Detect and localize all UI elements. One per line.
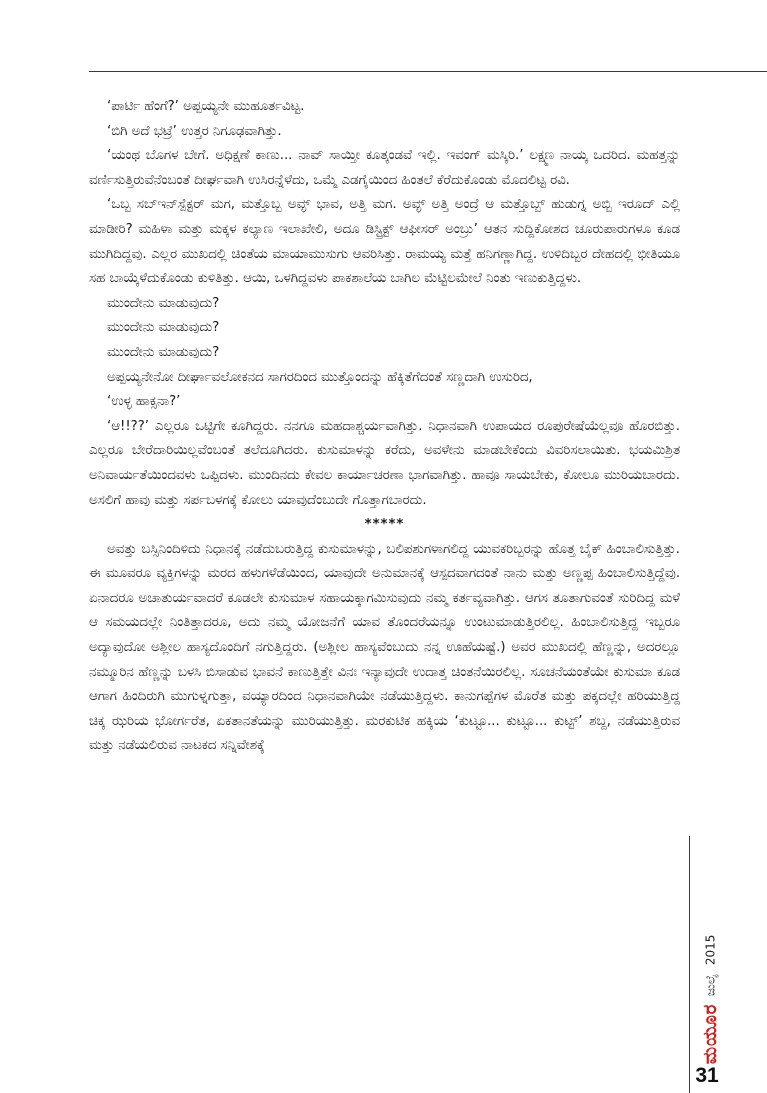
paragraph: ಅವತ್ತು ಬಸ್ಸಿನಿಂದಿಳಿದು ನಿಧಾನಕ್ಕೆ ನಡೆದುಬರುತ್ತಿದ್ದ ಕುಸುಮಾಳನ್ನು, ಬಲಿಪಶುಗಳಾಗಲಿದ್ದ ಯುವಕರಿಬ್ಬರನ್ನು ಹೊತ್ತ ಬೈಕ್ ಹಿಂಬಾಲಿಸುತ್ತಿತ್ತು. ಈ ಮೂವರೂ ವ್ಯಕ್ತಿಗಳನ್ನು ಮರದ ಹಳುಗಳೆಡೆಯಿಂದ, ಯಾವುದೇ ಅನುಮಾನಕ್ಕೆ ಆಸ್ಪದವಾಗದಂತೆ ನಾನು ಮತ್ತು ಅಣ್ಣಪ್ಪ ಹಿಂಬಾಲಿಸುತ್ತಿದ್ದೆವು. ಏನಾದರೂ ಅಚಾತುರ್ಯವಾದರೆ ಕೂಡಲೇ ಕುಸುಮಾಳ ಸಹಾಯಕ್ಕಾಗಮಿಸುವುದು ನಮ್ಮ ಕರ್ತವ್ಯವಾಗಿತ್ತು. ಆಗಸ ತೂತಾಗುವಂತೆ ಸುರಿದಿದ್ದ ಮಳೆ ಆ ಸಮಯದಲ್ಲೇ ನಿಂತಿತ್ತಾದರೂ, ಅದು ನಮ್ಮ ಯೋಜನೆಗೆ ಯಾವ ತೊಂದರೆಯನ್ನೂ ಉಂಟುಮಾಡುತ್ತಿರಲಿಲ್ಲ. ಹಿಂಬಾಲಿಸುತ್ತಿದ್ದ ಇಬ್ಬರೂ ಅದ್ಯಾವುದೋ ಅಶ್ಲೀಲ ಹಾಸ್ಯದೊಂದಿಗೆ ನಗುತ್ತಿದ್ದರು. (ಅಶ್ಲೀಲ ಹಾಸ್ಯವೆಂಬುದು ನನ್ನ ಊಹೆಯಷ್ಟೆ.) ಅವರ ಮುಖದಲ್ಲಿ ಹೆಣ್ಣನ್ನು, ಅದರಲ್ಲೂ ನಮ್ಮೂರಿನ ಹೆಣ್ಣನ್ನು ಬಳಸಿ ಬಿಸಾಡುವ ಭಾವನೆ ಕಾಣುತ್ತಿತ್ತೇ ವಿನಃ ಇನ್ಯಾವುದೇ ಉದಾತ್ತ ಚಿಂತನೆಯಿರಲಿಲ್ಲ. ಸೂಚನೆಯಂತೆಯೇ ಕುಸುಮಾ ಕೂಡ ಆಗಾಗ ಹಿಂದಿರುಗಿ ಮುಗುಳ್ನಗುತ್ತಾ, ವಯ್ಯಾರದಿಂದ ನಿಧಾನವಾಗಿಯೇ ನಡೆಯುತ್ತಿದ್ದಳು. ಕಾನುಗಪ್ಪೆಗಳ ಮೊರೆತ ಮತ್ತು ಪಕ್ಕದಲ್ಲೇ ಹರಿಯುತ್ತಿದ್ದ ಚಿಕ್ಕ ಝರಿಯ ಭೋರ್ಗರೆತ, ಏಕತಾನತೆಯನ್ನು ಮುರಿಯುತ್ತಿತ್ತು. ಮರಕುಟಿಕ ಹಕ್ಕಿಯ ‘ಕುಟ್ಟೂ... ಕುಟ್ಟೂ... ಕುಟ್ಟ್’ ಶಬ್ದ, ನಡೆಯುತ್ತಿರುವ ಮತ್ತು ನಡೆಯಲಿರುವ ನಾಟಕದ ಸನ್ನಿವೇಶಕ್ಕೆ bbox=[89, 541, 680, 754]
section-break: ***** bbox=[364, 517, 405, 533]
paragraph: ಮುಂದೇನು ಮಾಡುವುದು? bbox=[107, 344, 220, 360]
page-number: 31 bbox=[695, 1064, 719, 1087]
paragraph: ಮುಂದೇನು ಮಾಡುವುದು? bbox=[107, 320, 220, 336]
magazine-logo: ಮಯೂರ bbox=[699, 1003, 721, 1064]
paragraph: ‘ಒಬ್ಬ ಸಬ್‌ಇನ್‌ಸ್ಪೆಕ್ಟರ್ ಮಗ, ಮತ್ತೊಬ್ಬ ಅವ್ಳ್ ಭಾವ, ಅತ್ತಿ ಮಗ. ಅವ್ಳ್ ಅತ್ತಿ ಅಂದ್ರೆ ಆ ಮತ್ತೊಬ್ಬ್ ಹುಡುಗ್ನ ಅಬ್ಬಿ ಇರೂದ್ ಎಲ್ಲಿ ಮಾಡೀರಿ? ಮಹಿಳಾ ಮತ್ತು ಮಕ್ಕಳ ಕಲ್ಯಾಣ ಇಲಾಖೇಲಿ, ಅದೂ ಡಿಸ್ಟ್ರಿಕ್ಟ್ ಆಫೀಸರ್ ಅಂಬ್ರು’ ಆತನ ಸುದ್ದಿಕೋಶದ ಚೂರುಪಾರುಗಳೂ ಕೂಡ ಮುಗಿದಿದ್ದವು. ಎಲ್ಲರ ಮುಖದಲ್ಲಿ ಚಿಂತೆಯ ಮಾಯಾಮುಸುಗು ಆವರಿಸಿತ್ತು. ರಾಮಯ್ಯ ಮತ್ತೆ ಹನಿಗಣ್ಣಾಗಿದ್ದ. ಉಳಿದಿಬ್ಬರ ದೇಹದಲ್ಲಿ ಭೀತಿಯೂ ಸಹ ಬಾಯ್ಕೆಳೆದುಕೊಂಡು ಕುಳಿತಿತ್ತು. ಆಯಿ, ಒಳಗಿದ್ದವಳು ಪಾಕಶಾಲೆಯ ಬಾಗಿಲ ಮೆಟ್ಟಿಲಮೇಲೆ ನಿಂತು ಇಣುಕುತ್ತಿದ್ದಳು. bbox=[89, 197, 680, 287]
issue-year: 2015 bbox=[703, 934, 717, 966]
issue-month: ಜುಲೈ bbox=[703, 973, 717, 996]
paragraph: ‘ಆ!!??’ ಎಲ್ಲರೂ ಒಟ್ಟಿಗೇ ಕೂಗಿದ್ದರು. ನನಗೂ ಮಹದಾಶ್ಚರ್ಯವಾಗಿತ್ತು. ನಿಧಾನವಾಗಿ ಉಪಾಯದ ರೂಪುರೇಷೆಯೆಲ್ಲವೂ ಹೊರಬಿತ್ತು. ಎಲ್ಲರೂ ಬೇರೆದಾರಿಯಿಲ್ಲವೆಂಬಂತೆ ತಲೆದೂಗಿದರು. ಕುಸುಮಾಳನ್ನು ಕರೆದು, ಅವಳೇನು ಮಾಡಬೇಕೆಂದು ವಿವರಿಸಲಾಯಿತು. ಭಯಮಿಶ್ರಿತ ಅನಿವಾರ್ಯತೆಯಿಂದವಳು ಒಪ್ಪಿದಳು. ಮುಂದಿನದು ಕೇವಲ ಕಾರ್ಯಾಚರಣಾ ಭಾಗವಾಗಿತ್ತು. ಹಾವೂ ಸಾಯಬೇಕು, ಕೋಲೂ ಮುರಿಯಬಾರದು. ಅಸಲಿಗೆ ಹಾವು ಮತ್ತು ಸರ್ಪಬಳಗಕ್ಕೆ ಕೋಲು ಯಾವುದೆಂಬುದೇ ಗೊತ್ತಾಗಬಾರದು. bbox=[89, 418, 680, 508]
paragraph: ‘ಪಾರ್ಟಿ ಹೆಂಗೆ?’ ಅಪ್ಪಯ್ಯನೇ ಮುಹೂರ್ತವಿಟ್ಟ. bbox=[107, 99, 305, 114]
article-body bbox=[89, 95, 680, 759]
paragraph: ‘ಬಿಗಿ ಅದೆ ಭಟ್ರೆ’ ಉತ್ತರ ನಿಗೂಢವಾಗಿತ್ತು. bbox=[107, 123, 282, 139]
margin-rule bbox=[689, 836, 690, 1093]
paragraph: ‘ಯಂಥ ಬೊಗಳ ಬೇಗೆ. ಅಧಿಕ್ಷಣೆ ಕಾಣು... ನಾವ್ ಸಾಯ್ತೀ ಕೂತ್ಕಂಡವೆ ಇಲ್ಲಿ. ಇವಂಗ್ ಮಸ್ಕಿರಿ.’ ಲಕ್ಷ್ಮಣ ನಾಯ್ಕ ಒದರಿದ. ಮಹತ್ತನ್ನು ವರ್ಣಿಸುತ್ತಿರುವೆನೆಂಬಂತೆ ದೀರ್ಘವಾಗಿ ಉಸಿರನ್ನೆಳೆದು, ಒಮ್ಮೆ ಎಡಗೈಯಿಂದ ಹಿಂತಲೆ ಕೆರೆದುಕೊಂಡು ಮೊದಲಿಟ್ಟ ರವಿ. bbox=[89, 148, 680, 188]
running-footer bbox=[697, 832, 723, 1064]
paragraph: ಅಪ್ಪಯ್ಯನೇನೋ ದೀರ್ಘಾವಲೋಕನದ ಸಾಗರದಿಂದ ಮುತ್ತೊಂದನ್ನು ಹೆಕ್ಕಿತೆಗೆದಂತೆ ಸಣ್ಣದಾಗಿ ಉಸುರಿದ, bbox=[107, 369, 533, 385]
header-rule bbox=[89, 71, 767, 72]
paragraph: ‘ಉಳ್ಳ ಹಾಕ್ಸನಾ?’ bbox=[107, 394, 181, 410]
paragraph: ಮುಂದೇನು ಮಾಡುವುದು? bbox=[107, 295, 220, 311]
